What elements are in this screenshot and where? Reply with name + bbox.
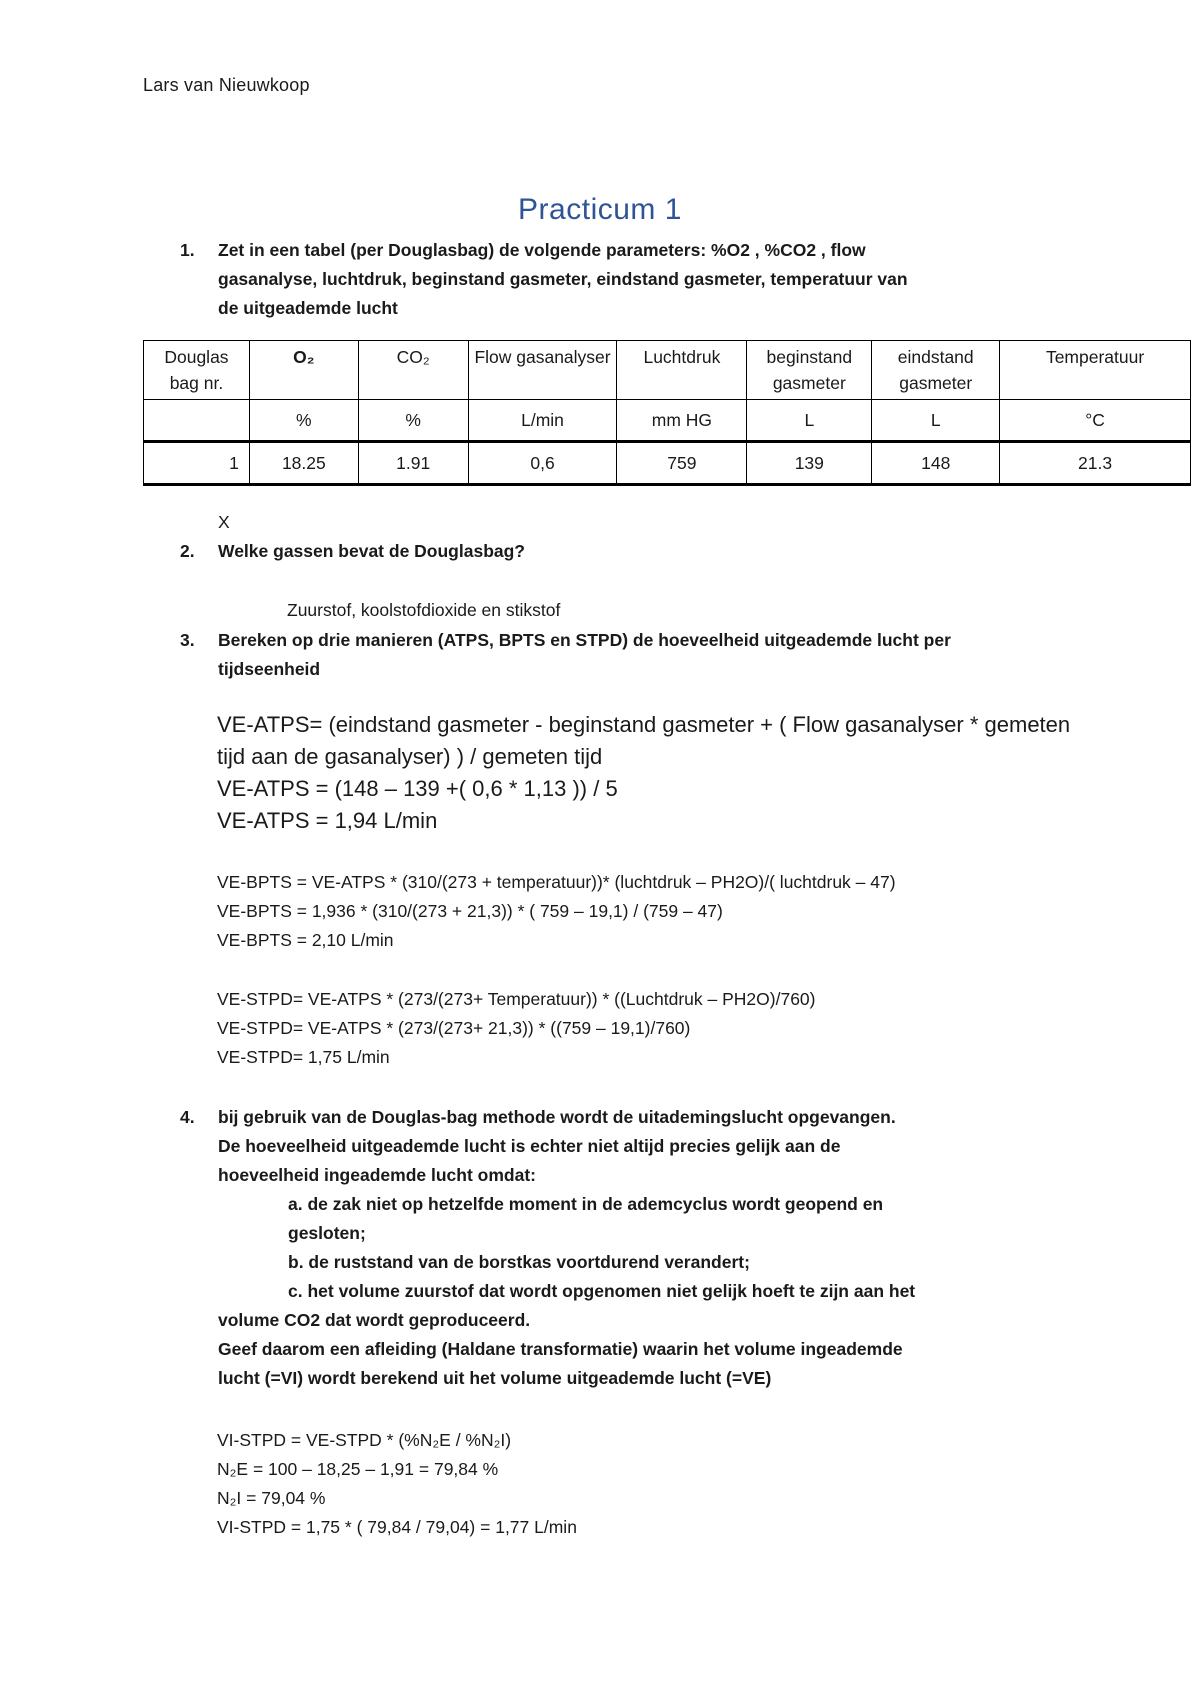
question-text-line: gasanalyse, luchtdruk, beginstand gasmeter, eindstand gasmeter, temperatuur van <box>218 269 908 289</box>
header-luchtdruk: Luchtdruk <box>617 341 747 400</box>
table-cell: 21.3 <box>1000 442 1191 485</box>
reason-c-line: volume CO2 dat wordt geproduceerd. <box>218 1310 531 1330</box>
table-row <box>144 442 1191 485</box>
question-text-line: bij gebruik van de Douglas-bag methode wordt de uitademingslucht opgevangen. <box>218 1107 896 1127</box>
formula-line: VI-STPD = 1,75 * ( 79,84 / 79,04) = 1,77 L/min <box>217 1517 577 1537</box>
formula-line: VE-ATPS = (148 – 139 +( 0,6 * 1,13 )) / 5 <box>217 776 618 801</box>
answer-text: Zuurstof, koolstofdioxide en stikstof <box>287 600 561 620</box>
header-beginstand: beginstand gasmeter <box>747 341 872 400</box>
question-text-line: Welke gassen bevat de Douglasbag? <box>218 541 525 561</box>
question-text-line: Zet in een tabel (per Douglasbag) de volgende parameters: %O2 , %CO2 , flow <box>218 240 866 260</box>
reason-a <box>218 1190 1118 1248</box>
haldane-calculation <box>217 1426 577 1542</box>
unit-cell: % <box>358 400 468 442</box>
formula-line: VE-ATPS= (eindstand gasmeter - beginstand gasmeter + ( Flow gasanalyser * gemeten <box>217 712 1071 737</box>
header-o2: O₂ <box>249 341 358 400</box>
question-text-line: De hoeveelheid uitgeademde lucht is echter niet altijd precies gelijk aan de <box>218 1136 841 1156</box>
header-temperatuur: Temperatuur <box>1000 341 1191 400</box>
atps-calculation <box>217 709 1117 837</box>
formula-line: VE-STPD= VE-ATPS * (273/(273+ 21,3)) * ((759 – 19,1)/760) <box>217 1018 691 1038</box>
x-mark: X <box>218 512 230 532</box>
unit-cell: mm HG <box>617 400 747 442</box>
douglas-bag-table <box>143 340 1191 486</box>
question-text-line: tijdseenheid <box>218 659 321 679</box>
page-title: Practicum 1 <box>518 193 682 226</box>
formula-line: tijd aan de gasanalyser) ) / gemeten tijd <box>217 744 603 769</box>
question-text-line: de uitgeademde lucht <box>218 298 398 318</box>
question-number: 2. <box>180 541 195 561</box>
formula-line: VE-BPTS = VE-ATPS * (310/(273 + temperatuur))* (luchtdruk – PH2O)/( luchtdruk – 47) <box>217 872 896 892</box>
unit-cell: L <box>747 400 872 442</box>
formula-line: VE-STPD= VE-ATPS * (273/(273+ Temperatuur)) * ((Luchtdruk – PH2O)/760) <box>217 989 816 1009</box>
header-co2: CO₂ <box>358 341 468 400</box>
question-text-line: Geef daarom een afleiding (Haldane transformatie) waarin het volume ingeademde <box>218 1339 903 1359</box>
formula-line: VI-STPD = VE-STPD * (%N₂E / %N₂I) <box>217 1430 512 1450</box>
header-flow: Flow gasanalyser <box>468 341 617 400</box>
question-text-line: hoeveelheid ingeademde lucht omdat: <box>218 1165 536 1185</box>
bpts-calculation <box>217 868 896 955</box>
table-header-row <box>144 341 1191 400</box>
formula-line: N₂I = 79,04 % <box>217 1488 326 1508</box>
formula-line: VE-BPTS = 2,10 L/min <box>217 930 394 950</box>
question-number: 4. <box>180 1107 195 1127</box>
unit-cell: L <box>872 400 1000 442</box>
table-cell: 18.25 <box>249 442 358 485</box>
table-cell: 139 <box>747 442 872 485</box>
unit-cell: % <box>249 400 358 442</box>
question-text-line: lucht (=VI) wordt berekend uit het volume uitgeademde lucht (=VE) <box>218 1368 772 1388</box>
author-name: Lars van Nieuwkoop <box>143 75 310 95</box>
header-eindstand: eindstand gasmeter <box>872 341 1000 400</box>
reason-a-line: gesloten; <box>288 1223 366 1243</box>
table-cell: 1.91 <box>358 442 468 485</box>
formula-line: VE-ATPS = 1,94 L/min <box>217 808 438 833</box>
stpd-calculation <box>217 985 816 1072</box>
reason-a-line: a. de zak niet op hetzelfde moment in de ademcyclus wordt geopend en <box>288 1194 884 1214</box>
unit-cell: L/min <box>468 400 617 442</box>
header-douglas-bag: Douglas bag nr. <box>144 341 250 400</box>
unit-cell: °C <box>1000 400 1191 442</box>
table-units-row <box>144 400 1191 442</box>
unit-cell <box>144 400 250 442</box>
question-text-line: Bereken op drie manieren (ATPS, BPTS en STPD) de hoeveelheid uitgeademde lucht per <box>218 630 951 650</box>
formula-line: VE-BPTS = 1,936 * (310/(273 + 21,3)) * ( 759 – 19,1) / (759 – 47) <box>217 901 723 921</box>
question-number: 1. <box>180 240 195 260</box>
question-number: 3. <box>180 630 195 650</box>
table-cell: 1 <box>144 442 250 485</box>
formula-line: VE-STPD= 1,75 L/min <box>217 1047 390 1067</box>
reason-c: c. het volume zuurstof dat wordt opgenomen niet gelijk hoeft te zijn aan het <box>288 1281 916 1301</box>
table-cell: 759 <box>617 442 747 485</box>
formula-line: N₂E = 100 – 18,25 – 1,91 = 79,84 % <box>217 1459 499 1479</box>
reason-b: b. de ruststand van de borstkas voortdurend verandert; <box>288 1252 750 1272</box>
table-cell: 148 <box>872 442 1000 485</box>
table-cell: 0,6 <box>468 442 617 485</box>
